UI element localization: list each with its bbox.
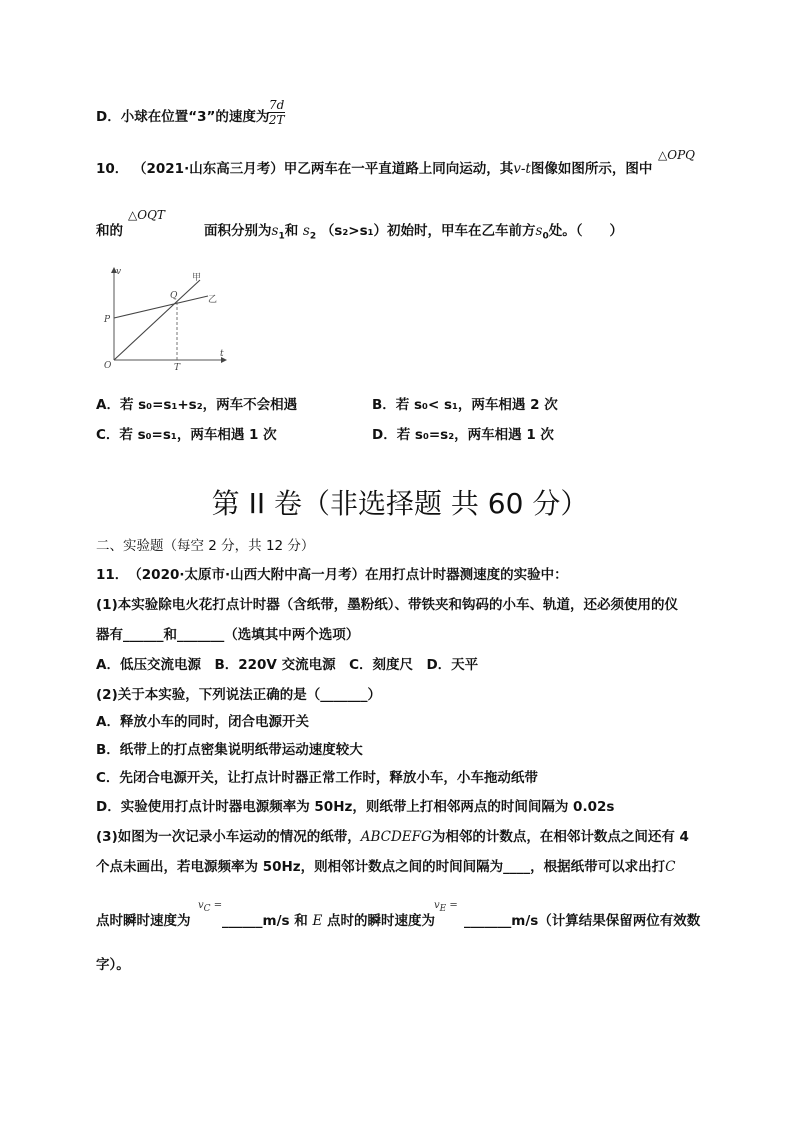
q9-frac-num: 7d [269, 98, 285, 112]
q10-option-c [96, 426, 277, 444]
q-label: Q [170, 291, 178, 301]
line-jia [114, 280, 200, 360]
T-label: T [174, 363, 181, 373]
o-label: O [104, 361, 112, 371]
ve-sub: E [439, 904, 447, 914]
q11-p2-d: D．实验使用打点计时器电源频率为 50Hz，则纸带上打相邻两点的时间间隔为 0.02s [96, 799, 615, 815]
q11-p2-question: (2)关于本实验，下列说法正确的是（_______） [96, 687, 381, 703]
q10-tri2-label: OQT [137, 208, 165, 222]
q11-p3-l1b: 为相邻的计数点，在相邻计数点之间还有 4 [431, 829, 689, 845]
q10-s0: s [535, 223, 543, 239]
q10-vt-graph [96, 262, 236, 378]
q11-p3-line3b [222, 912, 435, 930]
vc-v: v [198, 900, 204, 911]
q10-option-b [372, 396, 558, 414]
q11-p2-a: A．释放小车的同时，闭合电源开关 [96, 714, 309, 730]
q11-p3-letters: ABCDEFG [360, 829, 432, 845]
vc-symbol [198, 900, 222, 914]
q11-p3-l2a: 个点未画出，若电源频率为 50Hz，则相邻计数点之间的时间间隔为____，根据纸带可以求出打 [96, 859, 666, 875]
q11-p1-line2: 器有______和_______（选填其中两个选项） [96, 627, 360, 643]
q11-p3-line1 [96, 828, 689, 846]
q10-number: 10． [96, 161, 129, 177]
q10-option-a-text: A．若 s₀=s₁+s₂，两车不会相遇 [96, 397, 298, 413]
q10-s0-sub: 0 [542, 231, 549, 242]
q11-p3-line3a: 点时瞬时速度为 [96, 913, 191, 929]
q9-frac-den: 2T [268, 113, 285, 127]
q11-p2-c: C．先闭合电源开关，让打点计时器正常工作时，释放小车，小车拖动纸带 [96, 770, 538, 786]
q11-p3-l1a: (3)如图为一次记录小车运动的情况的纸带， [96, 829, 361, 845]
q9-fraction [268, 98, 285, 127]
q10-option-b-text: B．若 s₀< s₁，两车相遇 2 次 [372, 397, 558, 413]
jia-label: 甲 [192, 273, 202, 283]
q10-s2: s [302, 223, 310, 239]
q10-line2-mid: 面积分别为 [204, 223, 272, 239]
q10-text-b: 图像如图所示，图中 [530, 161, 653, 177]
q9-option-d-text: D．小球在位置“3”的速度为 [96, 109, 270, 125]
q9-option-d [96, 108, 269, 126]
q11-p1-line1: (1)本实验除电火花打点计时器（含纸带，墨粉纸）、带铁夹和钩码的小车、轨道，还必须使用的仪 [96, 597, 678, 613]
yi-label: 乙 [208, 295, 218, 305]
ve-eq: = [449, 900, 458, 911]
q10-line2-rest [204, 222, 623, 246]
v-label: v [116, 267, 122, 277]
q11-p2-b: B．纸带上的打点密集说明纸带运动速度较大 [96, 742, 363, 758]
q10-option-c-text: C．若 s₀=s₁，两车相遇 1 次 [96, 427, 277, 443]
q10-line2-start: 和的 [96, 223, 123, 239]
part2-label: 二、实验题（每空 2 分，共 12 分） [96, 538, 315, 554]
q10-triangle-opq: △OPQ [658, 148, 695, 162]
vc-eq: = [213, 900, 223, 911]
q11-point-e: E [312, 913, 323, 929]
ve-v: v [434, 900, 440, 911]
q11-p3-l3b: ______m/s 和 [222, 913, 308, 929]
q11-p3-line2 [96, 858, 676, 876]
q10-cond: （s₂>s₁）初始时，甲车在乙车前方 [320, 223, 536, 239]
q10-option-d [372, 426, 554, 444]
q10-s2-sub: 2 [309, 231, 317, 242]
q10-and: 和 [284, 223, 299, 239]
p-label: P [104, 315, 111, 325]
q11-header: 11． （2020·太原市·山西大附中高一月考）在用打点计时器测速度的实验中： [96, 567, 568, 583]
q10-source: （2021·山东高三月考） [133, 161, 284, 177]
q10-option-a [96, 396, 297, 414]
q10-line2-end: 处。（ ） [548, 223, 623, 239]
line-yi [114, 296, 208, 318]
section-title: 第 II 卷（非选择题 共 60 分） [211, 487, 589, 520]
q10-s1-sub: 1 [278, 231, 285, 242]
ve-symbol [434, 900, 458, 914]
q10-vt: v-t [513, 161, 531, 177]
t-label: t [220, 349, 224, 359]
q11-p3-point-c: C [665, 859, 676, 875]
q10-line1 [96, 160, 652, 178]
q11-p3-l3c: 点时的瞬时速度为 [327, 913, 435, 929]
q11-p3-line3d: _______m/s（计算结果保留两位有效数 [464, 913, 701, 929]
q10-s1: s [271, 223, 279, 239]
q10-line2 [96, 222, 123, 240]
q10-option-d-text: D．若 s₀=s₂，两车相遇 1 次 [372, 427, 554, 443]
q11-p1-options: A．低压交流电源 B．220V 交流电源 C．刻度尺 D．天平 [96, 657, 479, 673]
vc-sub: C [203, 904, 211, 914]
q10-triangle-oqt: △OQT [128, 208, 165, 222]
q10-text-a: 甲乙两车在一平直道路上同向运动，其 [283, 161, 514, 177]
q11-p3-line4: 字）。 [96, 957, 130, 973]
q10-tri1-label: OPQ [667, 148, 695, 162]
